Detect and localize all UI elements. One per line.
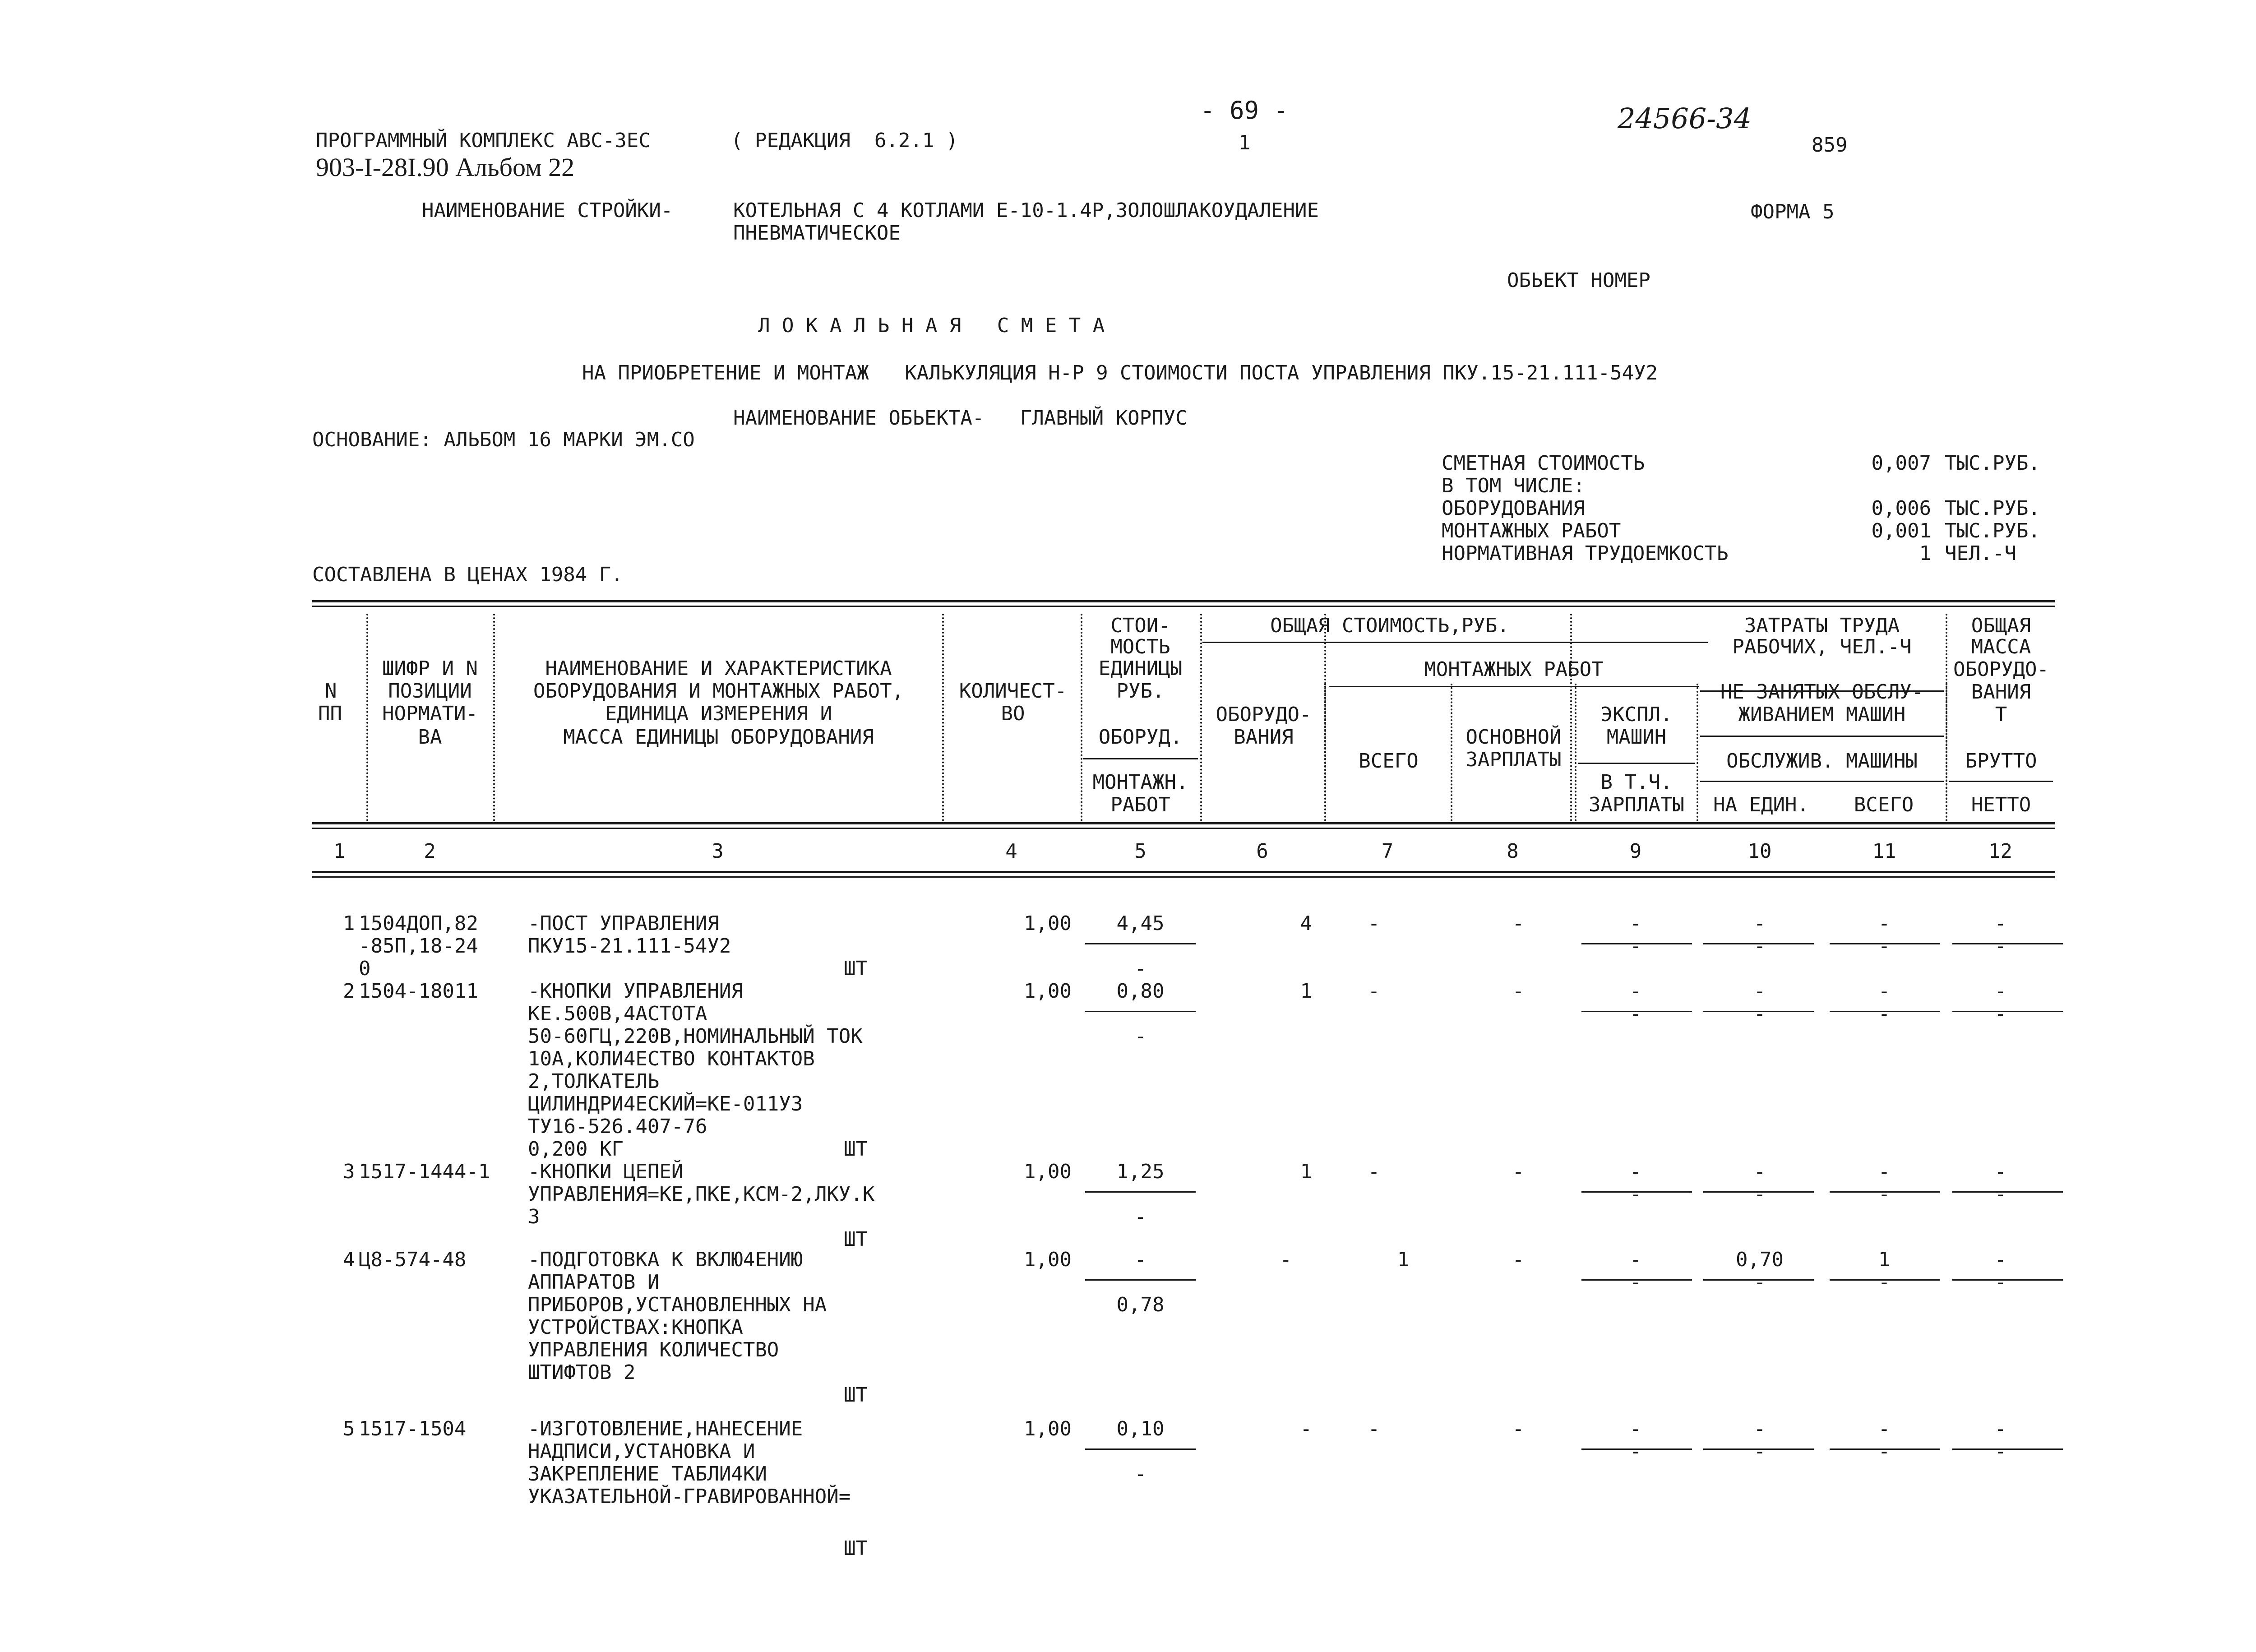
header-total-cost: ОБЩАЯ СТОИМОСТЬ,РУБ. [1270, 614, 1509, 637]
row-unit-cost-mont: 0,78 [1116, 1293, 1165, 1316]
header-name: ОБОРУДОВАНИЯ И МОНТАЖНЫХ РАБОТ, [533, 680, 904, 703]
stroyka-line-2: ПНЕВМАТИЧЕСКОЕ [733, 222, 901, 245]
header-montazh: МОНТАЖНЫХ РАБОТ [1424, 658, 1604, 681]
row-number: 4 [343, 1248, 355, 1271]
header-mass: ОБОРУДО- [1953, 658, 2049, 681]
row-unit: ШТ [844, 1228, 868, 1251]
header-n: N [325, 680, 337, 703]
row-labor-all: 1 [1878, 1248, 1891, 1271]
stroyka-line-1: КОТЕЛЬНАЯ С 4 КОТЛАМИ Е-10-1.4Р,ЗОЛОШЛАКОУДАЛЕНИЕ [733, 199, 1319, 222]
row-expl: - [1629, 1440, 1642, 1463]
row-labor-unit: - [1753, 1271, 1766, 1294]
row-labor-all: - [1878, 1002, 1891, 1025]
row-code: 0 [359, 957, 371, 980]
header-code: ПОЗИЦИИ [388, 680, 472, 703]
column-number: 7 [1381, 840, 1394, 863]
row-name: -ИЗГОТОВЛЕНИЕ,НАНЕСЕНИЕ [528, 1417, 803, 1440]
row-name: 2,ТОЛКАТЕЛЬ [528, 1070, 660, 1093]
summary-value: 0,006 [1871, 497, 1931, 520]
row-name: УКАЗАТЕЛЬНОЙ-ГРАВИРОВАННОЙ= [528, 1485, 851, 1508]
row-unit: ШТ [844, 1537, 868, 1560]
row-labor-unit: - [1753, 980, 1766, 1003]
header-mass: БРУТТО [1965, 750, 2037, 773]
row-name: НАДПИСИ,УСТАНОВКА И [528, 1440, 755, 1463]
row-number: 5 [343, 1417, 355, 1440]
table-top-rule [312, 600, 2055, 602]
header-expl: В Т.Ч. [1600, 771, 1673, 794]
row-labor-all: - [1878, 980, 1891, 1003]
row-unit-cost-equip: 0,10 [1116, 1417, 1165, 1440]
object-number: ОБЬЕКТ НОМЕР [1507, 269, 1650, 292]
row-unit-cost-equip: - [1134, 1248, 1146, 1271]
summary-unit: ТЫС.РУБ. [1945, 497, 2040, 520]
column-separator [493, 614, 495, 821]
header-mass: ВАНИЯ [1971, 680, 2031, 703]
row-expl: - [1629, 980, 1642, 1003]
summary-unit: ТЫС.РУБ. [1945, 452, 2040, 475]
row-expl: - [1629, 1160, 1642, 1183]
header-labor: РАБОЧИХ, ЧЕЛ.-Ч [1732, 635, 1912, 658]
header-vsego: ВСЕГО [1359, 750, 1419, 773]
object-name: НАИМЕНОВАНИЕ ОБЬЕКТА- ГЛАВНЫЙ КОРПУС [733, 407, 1188, 430]
header-unit-cost: МОСТЬ [1110, 635, 1170, 658]
summary-label: НОРМАТИВНАЯ ТРУДОЕМКОСТЬ [1442, 542, 1729, 565]
header-labor: ОБСЛУЖИВ. МАШИНЫ [1726, 750, 1918, 773]
row-total-equip: - [1300, 1417, 1312, 1440]
header-bottom-rule [312, 822, 2055, 824]
header-unit-cost: РУБ. [1116, 680, 1165, 703]
row-qty: 1,00 [1024, 1417, 1072, 1440]
row-labor-unit: - [1753, 1440, 1766, 1463]
column-numbers-rule [312, 871, 2055, 873]
row-unit-cost-mont: - [1134, 1462, 1146, 1485]
row-code: 1517-1444-1 [359, 1160, 490, 1183]
row-labor-unit: - [1753, 1417, 1766, 1440]
handwritten-code: 24566-34 [1618, 102, 1752, 135]
column-number: 12 [1988, 840, 2012, 863]
column-number: 9 [1629, 840, 1642, 863]
row-osn: - [1512, 1248, 1525, 1271]
header-bottom-rule [312, 828, 2055, 829]
row-name: 50-60ГЦ,220В,НОМИНАЛЬНЫЙ ТОК [528, 1025, 863, 1048]
osnovanie: ОСНОВАНИЕ: АЛЬБОМ 16 МАРКИ ЭМ.СО [312, 428, 695, 451]
summary-label: В ТОМ ЧИСЛЕ: [1442, 474, 1585, 497]
header-unit-cost: МОНТАЖН. [1092, 771, 1188, 794]
summary-value: 1 [1919, 542, 1931, 565]
row-name: ШТИФТОВ 2 [528, 1361, 636, 1384]
row-total-equip: 1 [1300, 980, 1312, 1003]
header-code: НОРМАТИ- [382, 702, 478, 725]
row-code: 1504ДОП,82 [359, 912, 478, 935]
row-name: 10А,КОЛИ4ЕСТВО КОНТАКТОВ [528, 1047, 815, 1070]
row-qty: 1,00 [1024, 980, 1072, 1003]
row-unit-cost-equip: 4,45 [1116, 912, 1165, 935]
row-labor-unit: - [1753, 1160, 1766, 1183]
header-unit-cost: РАБОТ [1110, 793, 1170, 816]
header-osnovnoy: ОСНОВНОЙ [1465, 726, 1562, 749]
row-expl: - [1629, 912, 1642, 935]
document-title: Л О К А Л Ь Н А Я С М Е Т А [758, 314, 1105, 337]
row-unit-cost-mont: - [1134, 957, 1146, 980]
column-separator [366, 614, 368, 821]
row-qty: 1,00 [1024, 1160, 1072, 1183]
row-osn: - [1512, 1417, 1525, 1440]
row-unit-cost-equip: 0,80 [1116, 980, 1165, 1003]
header-equip: ВАНИЯ [1234, 726, 1294, 749]
summary-value: 0,001 [1871, 519, 1931, 542]
price-basis: СОСТАВЛЕНА В ЦЕНАХ 1984 Г. [312, 563, 623, 586]
summary-unit: ТЫС.РУБ. [1945, 519, 2040, 542]
row-unit: ШТ [844, 957, 868, 980]
row-expl: - [1629, 1183, 1642, 1206]
column-numbers-rule [312, 876, 2055, 878]
row-subrule [1085, 1011, 1196, 1012]
summary-label: МОНТАЖНЫХ РАБОТ [1442, 519, 1621, 542]
row-mass: - [1994, 1183, 2006, 1206]
table-top-rule [312, 606, 2055, 607]
column-number: 5 [1134, 840, 1146, 863]
column-separator [1575, 684, 1576, 821]
row-labor-all: - [1878, 1160, 1891, 1183]
stroyka-label: НАИМЕНОВАНИЕ СТРОЙКИ- [422, 199, 673, 222]
row-mass: - [1994, 1271, 2006, 1294]
column-separator [1081, 614, 1082, 821]
row-expl: - [1629, 1002, 1642, 1025]
row-labor-all: - [1878, 1417, 1891, 1440]
summary-value: 0,007 [1871, 452, 1931, 475]
album-reference: 903-I-28I.90 Альбом 22 [316, 153, 575, 182]
row-vsego: - [1368, 1417, 1380, 1440]
header-sub-rule [1329, 686, 1699, 687]
row-number: 3 [343, 1160, 355, 1183]
row-name: ПКУ15-21.111-54У2 [528, 935, 731, 958]
header-expl: ЗАРПЛАТЫ [1589, 793, 1684, 816]
row-name: -ПОДГОТОВКА К ВКЛЮ4ЕНИЮ [528, 1248, 803, 1271]
header-mass: ОБЩАЯ [1971, 614, 2031, 637]
header-name: НАИМЕНОВАНИЕ И ХАРАКТЕРИСТИКА [545, 657, 892, 680]
row-unit-cost-mont: - [1134, 1025, 1146, 1048]
header-sub-rule [1083, 758, 1198, 759]
header-sub-rule [1202, 642, 1708, 643]
row-vsego: - [1368, 912, 1380, 935]
header-sub-rule [1700, 781, 1944, 782]
row-subrule [1085, 1191, 1196, 1193]
row-qty: 1,00 [1024, 912, 1072, 935]
column-number: 2 [424, 840, 436, 863]
column-number: 3 [712, 840, 724, 863]
row-mass: - [1994, 1002, 2006, 1025]
row-mass: - [1994, 912, 2006, 935]
row-expl: - [1629, 1248, 1642, 1271]
header-unit-cost: СТОИ- [1110, 614, 1170, 637]
column-number: 8 [1507, 840, 1519, 863]
row-qty: 1,00 [1024, 1248, 1072, 1271]
row-name: -КНОПКИ ЦЕПЕЙ [528, 1160, 684, 1183]
page-number: - 69 - [1200, 96, 1289, 125]
row-number: 1 [343, 912, 355, 935]
row-total-equip: 4 [1300, 912, 1312, 935]
row-labor-all: - [1878, 1440, 1891, 1463]
header-sub-rule [1949, 781, 2053, 782]
header-unit-cost: ОБОРУД. [1098, 726, 1183, 749]
edition: ( РЕДАКЦИЯ 6.2.1 ) [731, 129, 958, 152]
row-name: 0,200 КГ [528, 1138, 624, 1161]
row-subrule [1085, 943, 1196, 944]
header-n: ПП [318, 702, 342, 725]
row-expl: - [1629, 935, 1642, 958]
header-code: ВА [418, 726, 442, 749]
header-osnovnoy: ЗАРПЛАТЫ [1465, 748, 1562, 771]
row-name: ПРИБОРОВ,УСТАНОВЛЕННЫХ НА [528, 1293, 827, 1316]
row-labor-all: - [1878, 1271, 1891, 1294]
program-name: ПРОГРАММНЫЙ КОМПЛЕКС АВС-3ЕС [316, 129, 651, 152]
row-name: -ПОСТ УПРАВЛЕНИЯ [528, 912, 719, 935]
row-code: 1504-18011 [359, 980, 478, 1003]
row-mass: - [1994, 1417, 2006, 1440]
sheet-number: 1 [1239, 131, 1251, 154]
column-number: 10 [1747, 840, 1772, 863]
row-unit: ШТ [844, 1138, 868, 1161]
header-sub-rule [1578, 763, 1695, 764]
column-separator [1451, 684, 1452, 821]
row-name: АППАРАТОВ И [528, 1271, 660, 1294]
document-subtitle: НА ПРИОБРЕТЕНИЕ И МОНТАЖ КАЛЬКУЛЯЦИЯ Н-Р 9 СТОИМОСТИ ПОСТА УПРАВЛЕНИЯ ПКУ.15-21.111-54У2 [582, 361, 1658, 384]
header-qty: ВО [1001, 702, 1025, 725]
header-equip: ОБОРУДО- [1216, 703, 1312, 726]
header-name: ЕДИНИЦА ИЗМЕРЕНИЯ И [605, 702, 832, 725]
column-separator [1946, 684, 1947, 821]
header-expl: МАШИН [1606, 726, 1667, 749]
header-labor: НА ЕДИН. [1713, 793, 1809, 816]
row-vsego: 1 [1397, 1248, 1410, 1271]
header-labor: ЗАТРАТЫ ТРУДА [1744, 614, 1900, 637]
row-vsego: - [1368, 1160, 1380, 1183]
header-unit-cost: ЕДИНИЦЫ [1098, 657, 1183, 680]
row-mass: - [1994, 1160, 2006, 1183]
row-unit-cost-mont: - [1134, 1205, 1146, 1228]
header-expl: ЭКСПЛ. [1600, 703, 1673, 726]
forma-label: ФОРМА 5 [1751, 200, 1835, 223]
row-expl: - [1629, 1271, 1642, 1294]
column-separator [1697, 684, 1698, 821]
row-name: ТУ16-526.407-76 [528, 1115, 707, 1138]
column-number: 4 [1005, 840, 1017, 863]
row-code: Ц8-574-48 [359, 1248, 467, 1271]
row-total-equip: 1 [1300, 1160, 1312, 1183]
row-osn: - [1512, 980, 1525, 1003]
column-separator [942, 614, 944, 821]
row-name: УПРАВЛЕНИЯ КОЛИЧЕСТВО [528, 1338, 779, 1361]
row-mass: - [1994, 1248, 2006, 1271]
row-vsego: - [1368, 980, 1380, 1003]
column-number: 6 [1256, 840, 1268, 863]
row-labor-all: - [1878, 912, 1891, 935]
row-number: 2 [343, 980, 355, 1003]
summary-label: СМЕТНАЯ СТОИМОСТЬ [1442, 452, 1645, 475]
header-sub-rule [1700, 736, 1944, 737]
row-unit: ШТ [844, 1384, 868, 1407]
header-name: МАССА ЕДИНИЦЫ ОБОРУДОВАНИЯ [563, 726, 874, 749]
header-labor: ВСЕГО [1854, 793, 1914, 816]
header-mass: МАССА [1971, 635, 2031, 658]
row-labor-unit: - [1753, 1002, 1766, 1025]
row-mass: - [1994, 935, 2006, 958]
row-total-equip: - [1280, 1248, 1292, 1271]
row-labor-unit: - [1753, 935, 1766, 958]
row-name: ЦИЛИНДРИ4ЕСКИЙ=КЕ-011У3 [528, 1092, 803, 1115]
row-name: -КНОПКИ УПРАВЛЕНИЯ [528, 980, 743, 1003]
row-name: ЗАКРЕПЛЕНИЕ ТАБЛИ4КИ [528, 1462, 767, 1485]
column-number: 11 [1872, 840, 1896, 863]
column-separator [1200, 614, 1202, 821]
header-labor: НЕ ЗАНЯТЫХ ОБСЛУ- [1720, 680, 1924, 703]
summary-label: ОБОРУДОВАНИЯ [1442, 497, 1585, 520]
row-labor-unit: 0,70 [1736, 1248, 1784, 1271]
header-mass: Т [1995, 703, 2007, 726]
row-name: УСТРОЙСТВАХ:КНОПКА [528, 1316, 743, 1339]
row-name: УПРАВЛЕНИЯ=КЕ,ПКЕ,КСМ-2,ЛКУ.К [528, 1183, 875, 1206]
row-unit-cost-equip: 1,25 [1116, 1160, 1165, 1183]
row-name: КЕ.500В,4АСТОТА [528, 1002, 707, 1025]
header-labor: ЖИВАНИЕМ МАШИН [1738, 703, 1906, 726]
row-subrule [1085, 1448, 1196, 1450]
row-mass: - [1994, 980, 2006, 1003]
row-code: 1517-1504 [359, 1417, 467, 1440]
row-labor-unit: - [1753, 912, 1766, 935]
stamp-number: 859 [1812, 134, 1848, 157]
row-mass: - [1994, 1440, 2006, 1463]
row-labor-all: - [1878, 1183, 1891, 1206]
column-number: 1 [333, 840, 346, 863]
row-osn: - [1512, 912, 1525, 935]
row-subrule [1085, 1279, 1196, 1281]
row-labor-all: - [1878, 935, 1891, 958]
row-osn: - [1512, 1160, 1525, 1183]
row-name: 3 [528, 1205, 540, 1228]
row-code: -85П,18-24 [359, 935, 478, 958]
column-separator [1324, 684, 1326, 821]
row-labor-unit: - [1753, 1183, 1766, 1206]
header-mass: НЕТТО [1971, 793, 2031, 816]
header-code: ШИФР И N [382, 657, 478, 680]
header-qty: КОЛИЧЕСТ- [959, 680, 1067, 703]
column-separator [1570, 614, 1572, 821]
row-expl: - [1629, 1417, 1642, 1440]
summary-unit: ЧЕЛ.-Ч [1945, 542, 2016, 565]
